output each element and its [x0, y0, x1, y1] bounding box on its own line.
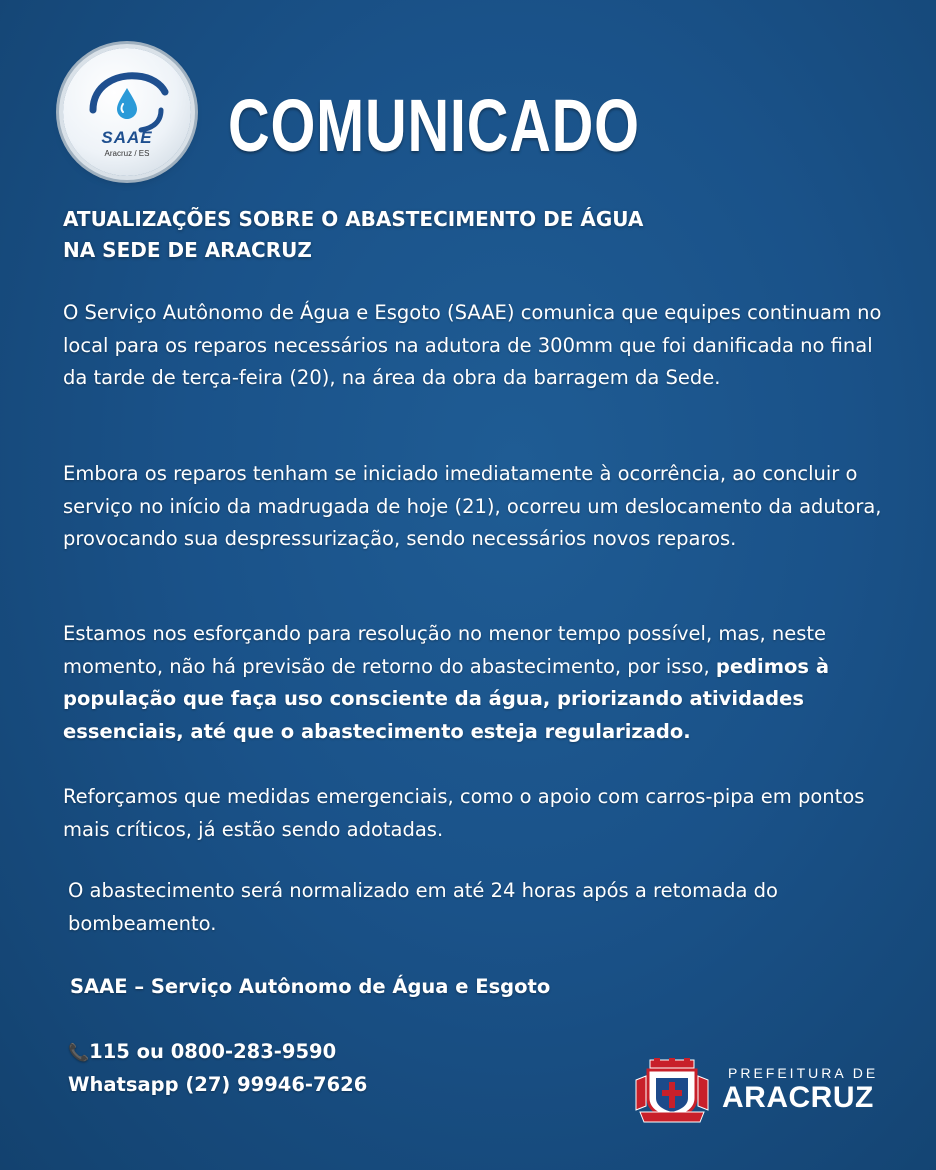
- signature: SAAE – Serviço Autônomo de Água e Esgoto: [70, 975, 551, 998]
- paragraph-5: O abastecimento será normalizado em até 24 horas após a retomada do bombeamento.: [68, 879, 778, 935]
- logo-brand: SAAE: [101, 128, 153, 147]
- page-title: COMUNICADO: [228, 84, 640, 167]
- paragraph-4: Reforçamos que medidas emergenciais, como o apoio com carros-pipa em pontos mais críticos, já estão sendo adotadas.: [63, 785, 865, 841]
- logo-place: Aracruz / ES: [104, 149, 150, 158]
- coat-of-arms-icon: [632, 1058, 712, 1124]
- prefeitura-city: ARACRUZ: [722, 1081, 874, 1114]
- paragraph-3-highlight: pedimos à população que faça uso consciente da água, priorizando atividades essenciais, até que o abastecimento esteja regularizado.: [63, 654, 829, 743]
- paragraph-3: [63, 618, 893, 748]
- prefeitura-label: PREFEITURA DE: [728, 1065, 879, 1081]
- telephone-icon: 📞: [68, 1043, 90, 1063]
- prefeitura-logo: [632, 1058, 882, 1124]
- paragraph-2: Embora os reparos tenham se iniciado imediatamente à ocorrência, ao concluir o serviço no início da madrugada de hoje (21), ocorreu um deslocamento da adutora, provocando sua despressurização, sendo necessários novos reparos.: [63, 462, 882, 550]
- whatsapp-line[interactable]: Whatsapp (27) 99946-7626: [68, 1073, 368, 1096]
- subtitle-heading: [63, 204, 823, 266]
- phone-line: [68, 1036, 367, 1069]
- phone-number[interactable]: 115 ou 0800-283-9590: [89, 1040, 337, 1063]
- contact-block: [68, 1036, 367, 1101]
- saae-logo: [63, 48, 191, 176]
- paragraph-1: O Serviço Autônomo de Água e Esgoto (SAAE) comunica que equipes continuam no local para os reparos necessários na adutora de 300mm que foi danificada no final da tarde de terça-feira (20), na área da obra da barragem da Sede.: [63, 301, 882, 389]
- heading-line-2: NA SEDE DE ARACRUZ: [63, 238, 312, 262]
- heading-line-1: ATUALIZAÇÕES SOBRE O ABASTECIMENTO DE ÁGUA: [63, 207, 644, 231]
- paragraph-3-regular: Estamos nos esforçando para resolução no menor tempo possível, mas, neste momento, não há previsão de retorno do abastecimento, por isso,: [63, 622, 827, 678]
